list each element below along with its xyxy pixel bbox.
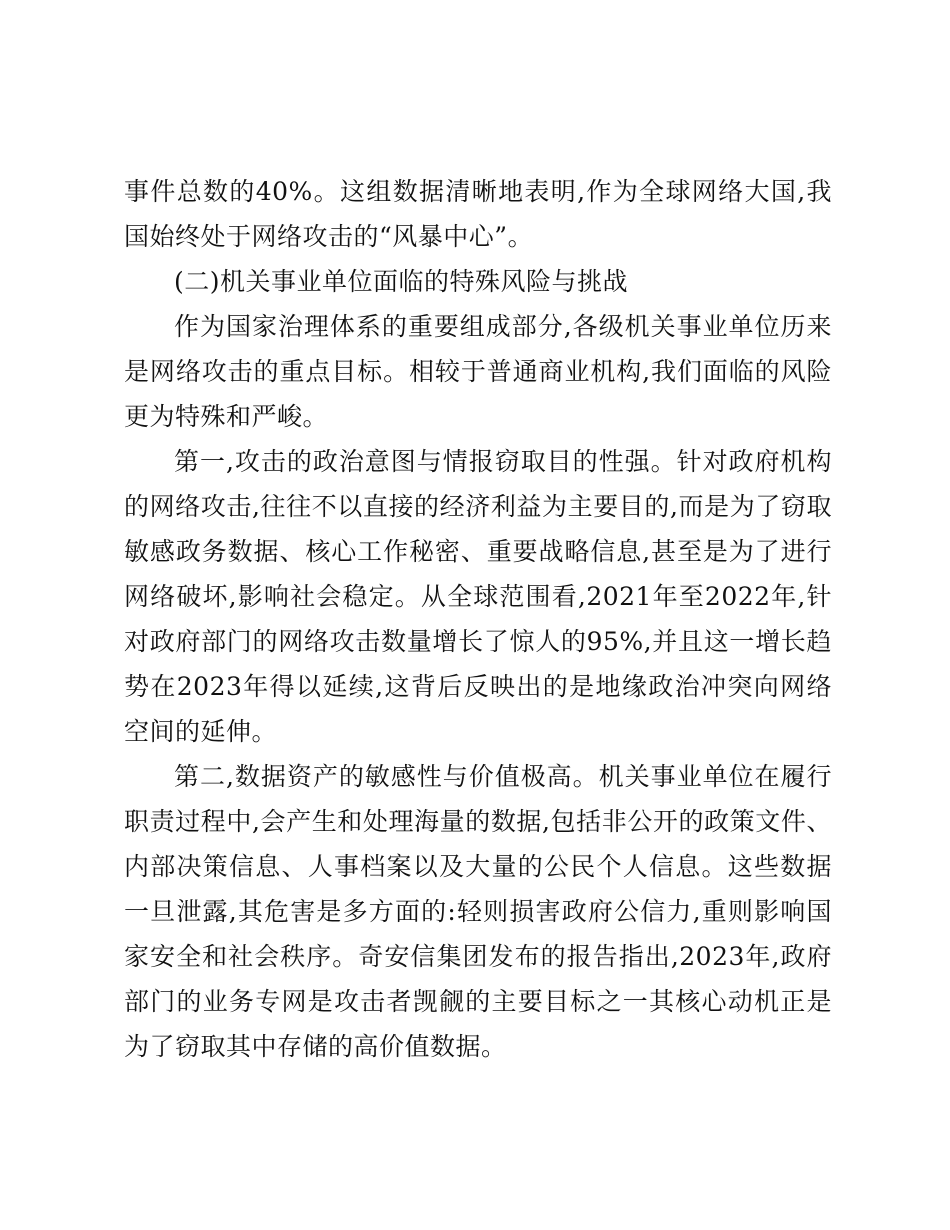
- paragraph-point-one: 第一,攻击的政治意图与情报窃取目的性强。针对政府机构的网络攻击,往往不以直接的经济利益为主要目的,而是为了窃取敏感政务数据、核心工作秘密、重要战略信息,甚至是为了进行网络破坏,影响社会稳定。从全球范围看,2021年至2022年,针对政府部门的网络攻击数量增长了惊人的95%,并且这一增长趋势在2023年得以延续,这背后反映出的是地缘政治冲突向网络空间的延伸。: [124, 447, 832, 746]
- section-heading: (二)机关事业单位面临的特殊风险与挑战: [174, 267, 629, 296]
- paragraph-point-two: 第二,数据资产的敏感性与价值极高。机关事业单位在履行职责过程中,会产生和处理海量的数据,包括非公开的政策文件、内部决策信息、人事档案以及大量的公民个人信息。这些数据一旦泄露,其危害是多方面的:轻则损害政府公信力,重则影响国家安全和社会秩序。奇安信集团发布的报告指出,2023年,政府部门的业务专网是攻击者觊觎的主要目标之一其核心动机正是为了窃取其中存储的高价值数据。: [124, 762, 832, 1061]
- paragraph-continuation: 事件总数的40%。这组数据清晰地表明,作为全球网络大国,我国始终处于网络攻击的“风暴中心”。: [124, 177, 832, 251]
- paragraph-intro: 作为国家治理体系的重要组成部分,各级机关事业单位历来是网络攻击的重点目标。相较于普通商业机构,我们面临的风险更为特殊和严峻。: [124, 312, 832, 431]
- body-text: [124, 169, 832, 1069]
